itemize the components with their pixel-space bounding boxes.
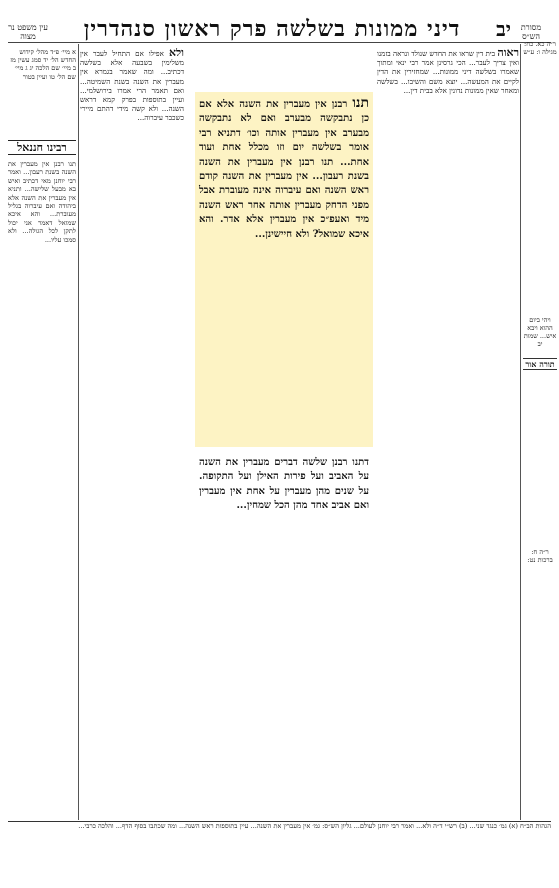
page-header	[8, 6, 551, 43]
margin-refs-middle: ויהי ביום ההוא ויבא איש... שמות יב	[523, 316, 557, 348]
tosafot-column	[80, 48, 184, 818]
gemara-body: רבנן אין מעברין את השנה אלא אם כן נתבקשה מבערב ואם לא נתבקשה מבערב אין מעברין אותה וכו׳ דתניא רבי אומר בשלשה יום וזו מכלל אחת ועוד אחת... תנו רבנן אין מעברין את השנה בשנת רעבון... אין מעברין את השנה קודם ראש השנה ואם עיברוה אינה מעוברת אבל מפני הדחק מעברין אותה אחר ראש השנה מיד ואעפ״כ אין מעברין אלא אדר. והא איכא שמואל? ולא חיישינן...	[199, 99, 369, 240]
gemara-opening-word: תנו	[352, 95, 369, 111]
rashi-body: בית דין שראו את החדש שנולד ונראה בזמנו ואין צריך לעבר... הכי גרסינן אמר רבי ינאי ומתוך שאמרו בשלשה דיני ממונות... שמחזירין את הדין לקיים את המעשה... יוצא משם והשיבו... בשלשה ומאחר שאין ממונות נדונין אלא בבית דין...	[377, 49, 519, 95]
gemara-lower-body: דתנו רבנן שלשה דברים מעברין את השנה על האביב ועל פירות האילן ועל התקופה. על שנים מהן מעברין על אחת אין מעברין ואם אביב אחד מהן הכל שמחין...	[199, 457, 369, 512]
right-margin-references	[523, 40, 557, 818]
tosafot-body: אפילו אם התחיל לעבר אין משלימין בשבעה אלא בשלשה דכתיב... ומה שאמר בגמרא אין מעברין את השנה בשנת השמיטה... ואם תאמר הרי אמרו בירושלמי... ועיין בתוספות בפרק קמא דראש השנה... ולא קשה מידי דהתם מיירי כשכבר עיברוה...	[80, 49, 184, 123]
rabbeinu-chananel-body: תנו רבנן אין מעברין את השנה בשנת רעבון... ואמר רבי יוחנן מאי דכתיב ואיש בא מבעל שלישה... ותניא אין מעברין את השנה אלא ביהודה ואם עיברוה בגליל מעוברת... והא איכא שמואל דאמר אני יכול לתקן לכל הגולה... ולא סמכו עליו...	[8, 160, 76, 244]
margin-refs-top: ר״ה כא. כח: מגילה ו: ע״ש	[523, 40, 557, 56]
gemara-continuation	[195, 452, 373, 782]
ein-mishpat-notes: א מיי׳ פ״ד מהל׳ קידוש החדש הל׳ יד סמג עשין מז ב מיי׳ שם הלכה יג ג מיי׳ שם הל׳ טו ועיין בטור	[10, 48, 76, 81]
header-corner-left: עין משפט נר מצוה	[8, 23, 48, 42]
gemara-main-highlighted	[195, 92, 373, 447]
header-corner-right: מסורת הש״ס	[520, 23, 542, 42]
margin-refs-bottom: ר״ה ח: ברכות נט:	[527, 548, 553, 564]
folio-number: יב	[496, 17, 511, 41]
torah-or-heading: תורה אור	[523, 358, 557, 370]
tosafot-heading: ולא	[168, 48, 184, 59]
footer-notes: הגהות הב״ח (א) גמ׳ כנגד שני... (ב) רש״י ד״ה ולא... ואמר רבי יוחנן לעולם... גליון הש״ס: גמ׳ אין מעברין את השנה... עיין בתוספות ראש השנה... ומה שכתבו בסוף הדף... והלכה כרבי...	[8, 821, 551, 884]
rashi-heading: ראוה	[497, 48, 519, 59]
column-divider	[520, 44, 521, 820]
page-title: דיני ממונות בשלשה פרק ראשון סנהדרין	[83, 16, 461, 42]
column-divider	[78, 44, 79, 820]
rashi-column	[377, 48, 519, 818]
rabbeinu-chananel-heading: רבינו חננאל	[8, 140, 76, 155]
